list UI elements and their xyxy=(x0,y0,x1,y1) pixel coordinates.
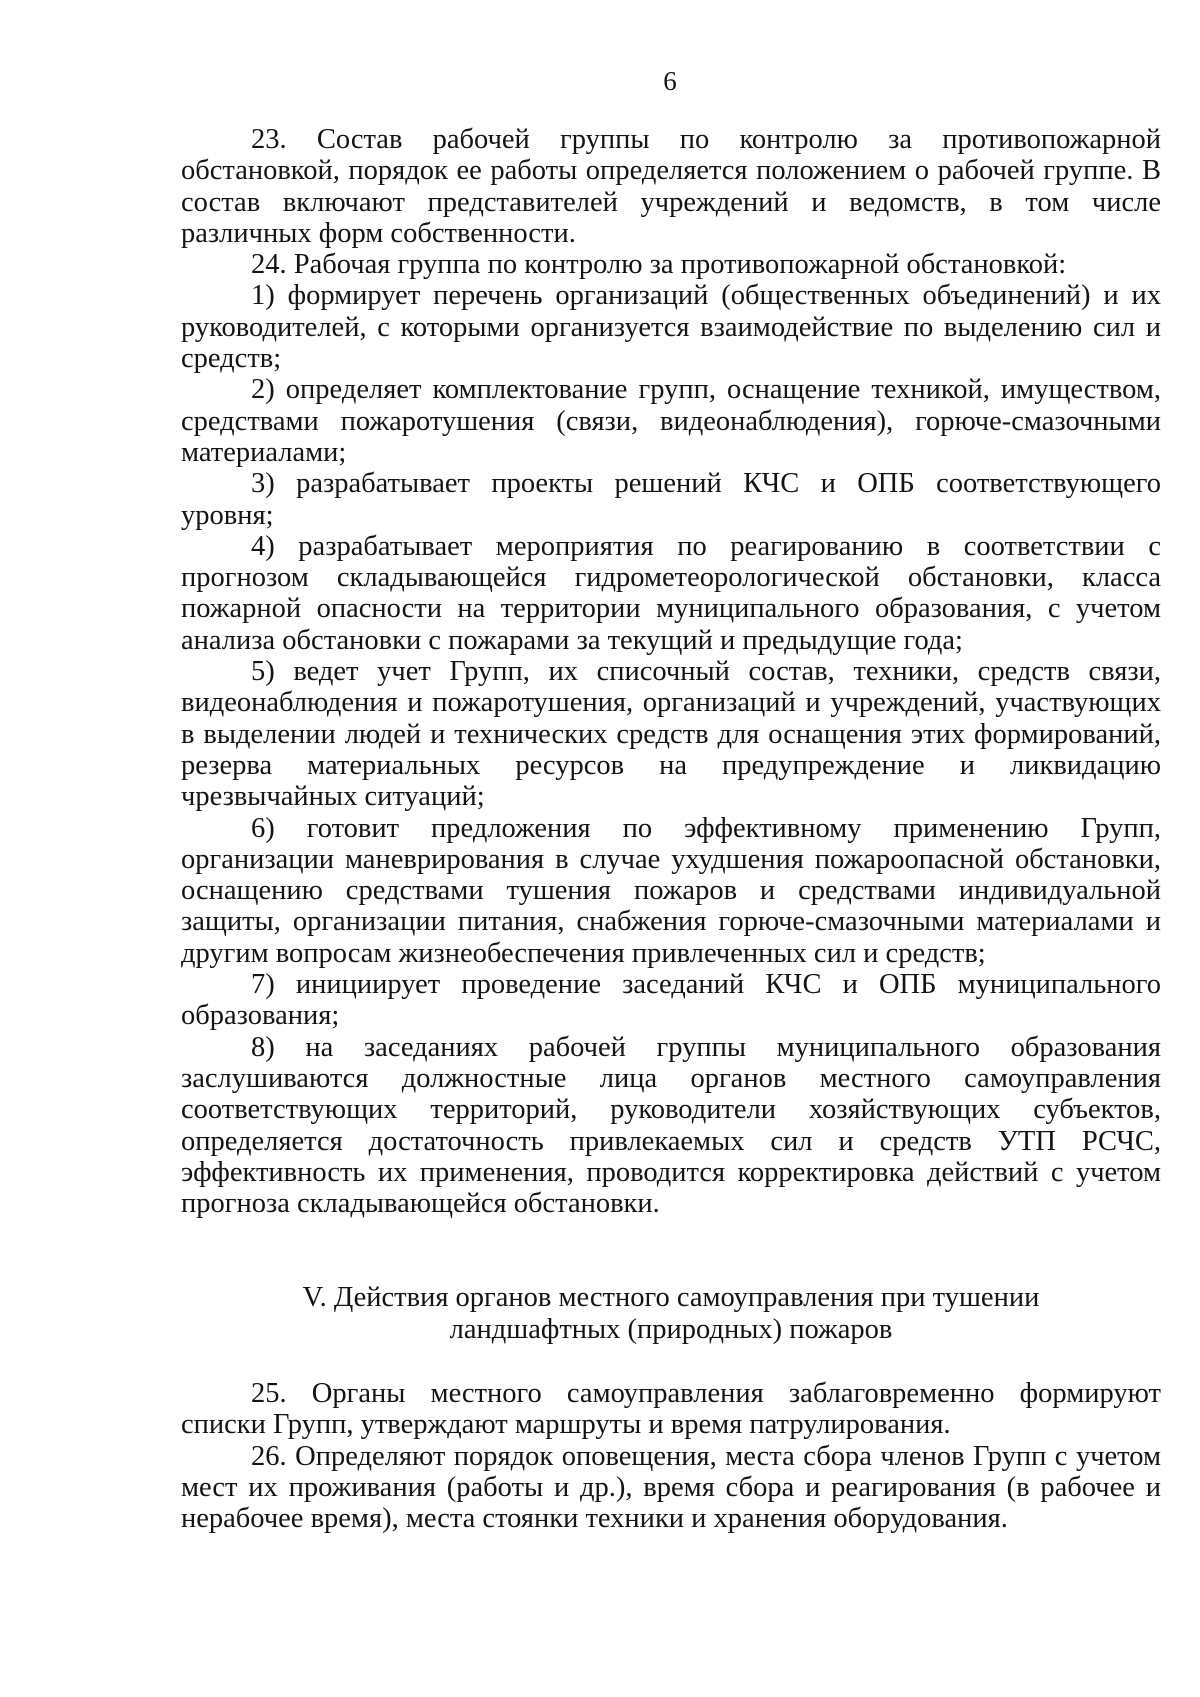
section-heading-line-2: ландшафтных (природных) пожаров xyxy=(449,1314,893,1345)
list-item-4: 4) разрабатывает мероприятия по реагированию в соответствии с прогнозом складывающейся гидрометеорологической обстановки, класса пожарной опасности на территории муниципального образования, с учетом анализа обстановки с пожарами за текущий и предыдущие года; xyxy=(181,530,1161,656)
list-item-2: 2) определяет комплектование групп, оснащение техникой, имуществом, средствами пожаротушения (связи, видеонаблюдения), горюче-смазочными материалами; xyxy=(181,374,1161,468)
list-item-5: 5) ведет учет Групп, их списочный состав, техники, средств связи, видеонаблюдения и пожаротушения, организаций и учреждений, участвующих в выделении людей и технических средств для оснащения этих формирований, резерва материальных ресурсов на предупреждение и ликвидацию чрезвычайных ситуаций; xyxy=(181,656,1161,813)
list-item-8: 8) на заседаниях рабочей группы муниципального образования заслушиваются должностные лица органов местного самоуправления соответствующих территорий, руководители хозяйствующих субъектов, определяется достаточность привлекаемых сил и средств УТП РСЧС, эффективность их применения, проводится корректировка действий с учетом прогноза складывающейся обстановки. xyxy=(181,1031,1161,1220)
section-heading xyxy=(181,1282,1161,1346)
body-text-section-5 xyxy=(181,1378,1161,1534)
paragraph-26: 26. Определяют порядок оповещения, места сбора членов Групп с учетом мест их проживания (работы и др.), время сбора и реагирования (в рабочее и нерабочее время), места стоянки техники и хранения оборудования. xyxy=(181,1440,1161,1535)
list-item-1: 1) формирует перечень организаций (общественных объединений) и их руководителей, с которыми организуется взаимодействие по выделению сил и средств; xyxy=(181,280,1161,375)
list-item-7: 7) инициирует проведение заседаний КЧС и ОПБ муниципального образования; xyxy=(181,969,1161,1032)
list-item-3: 3) разрабатывает проекты решений КЧС и ОПБ соответствующего уровня; xyxy=(181,468,1161,531)
body-text xyxy=(181,124,1161,1219)
paragraph-23: 23. Состав рабочей группы по контролю за противопожарной обстановкой, порядок ее работы определяется положением о рабочей группе. В состав включают представителей учреждений и ведомств, в том числе различных форм собственности. xyxy=(181,124,1161,249)
list-item-6: 6) готовит предложения по эффективному применению Групп, организации маневрирования в случае ухудшения пожароопасной обстановки, оснащению средствами тушения пожаров и средствами индивидуальной защиты, организации питания, снабжения горюче-смазочными материалами и другим вопросам жизнеобеспечения привлеченных сил и средств; xyxy=(181,812,1161,969)
paragraph-25: 25. Органы местного самоуправления заблаговременно формируют списки Групп, утверждают маршруты и время патрулирования. xyxy=(181,1378,1161,1441)
section-heading-line-1: V. Действия органов местного самоуправления при тушении xyxy=(302,1282,1040,1313)
paragraph-24: 24. Рабочая группа по контролю за противопожарной обстановкой: xyxy=(251,249,1067,281)
page-number: 6 xyxy=(663,66,677,96)
